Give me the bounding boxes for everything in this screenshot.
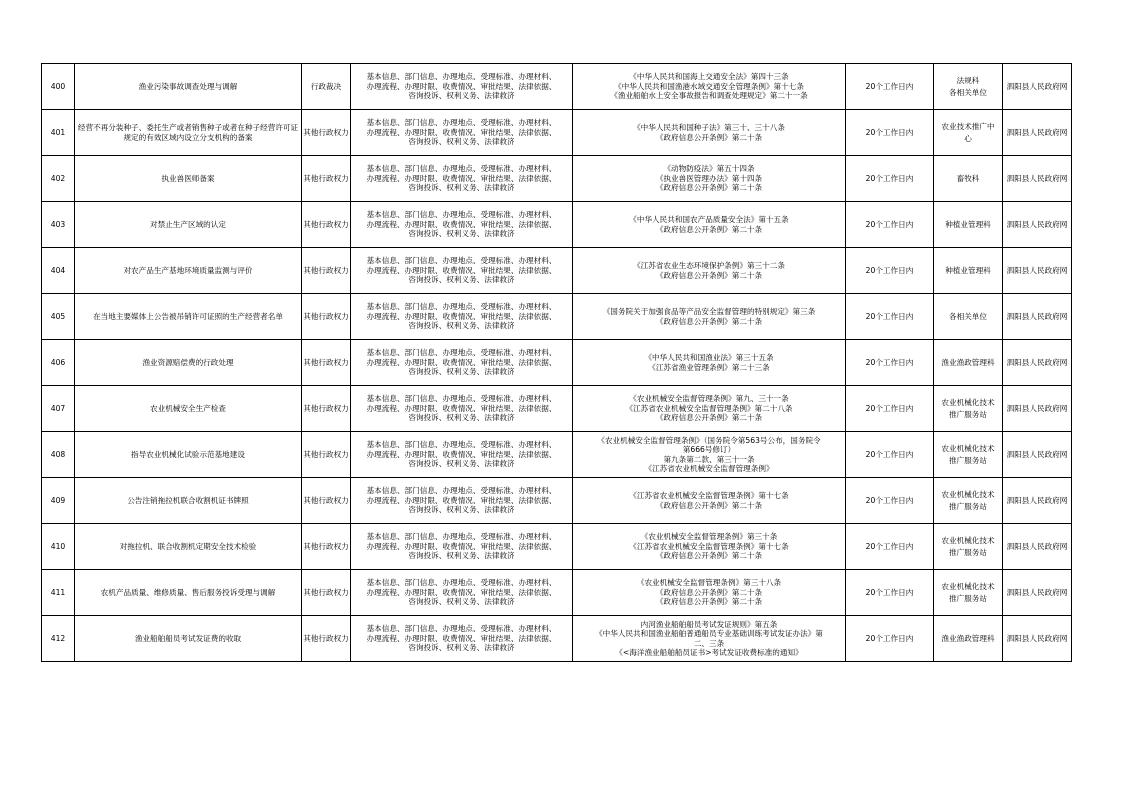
item-name-cell: 执业兽医师备案 xyxy=(75,156,302,202)
publish-channel-cell: 泗阳县人民政府网 xyxy=(1003,478,1072,524)
power-type-cell: 其他行政权力 xyxy=(302,432,351,478)
cell-line: 推广服务站 xyxy=(949,547,987,557)
table-row xyxy=(42,570,1072,616)
cell-line: 办理流程、办理时限、收费情况、审批结果、法律依据、 xyxy=(366,127,557,137)
cell-line: 《政府信息公开条例》第二十条 xyxy=(655,413,763,423)
row-number-cell: 407 xyxy=(42,386,75,432)
legal-basis-cell xyxy=(573,570,846,616)
table-row xyxy=(42,248,1072,294)
disclosure-content-cell xyxy=(351,64,573,110)
legal-basis-cell xyxy=(573,340,846,386)
publish-channel-cell: 泗阳县人民政府网 xyxy=(1003,294,1072,340)
cell-line: 《农业机械安全监督管理条例》（国务院令第563号公布，国务院令 xyxy=(597,435,821,445)
cell-line: 《<海洋渔业船舶船员证书>考试发证收费标准的通知》 xyxy=(615,647,803,657)
cell-line: 《中华人民共和国渔业法》第三十五条 xyxy=(644,353,774,363)
cell-line: 办理流程、办理时限、收费情况、审批结果、法律依据、 xyxy=(366,541,557,551)
cell-line: 基本信息、部门信息、办理地点、受理标准、办理材料、 xyxy=(366,532,557,542)
cell-line: 各相关单位 xyxy=(949,87,987,97)
responsible-dept-cell xyxy=(934,432,1003,478)
cell-line: 咨询投诉、权利义务、法律救济 xyxy=(408,597,515,607)
power-type-cell: 其他行政权力 xyxy=(302,570,351,616)
cell-line: 基本信息、部门信息、办理地点、受理标准、办理材料、 xyxy=(366,72,557,82)
publish-channel-cell: 泗阳县人民政府网 xyxy=(1003,248,1072,294)
cell-line: 推广服务站 xyxy=(949,593,987,603)
disclosure-content-cell xyxy=(351,294,573,340)
time-limit-cell: 20个工作日内 xyxy=(846,110,934,156)
responsible-dept-cell xyxy=(934,616,1003,662)
power-type-cell: 其他行政权力 xyxy=(302,156,351,202)
cell-line: 咨询投诉、权利义务、法律救济 xyxy=(408,183,515,193)
responsible-dept-cell xyxy=(934,340,1003,386)
publish-channel-cell: 泗阳县人民政府网 xyxy=(1003,386,1072,432)
cell-line: 畜牧科 xyxy=(956,173,980,183)
table-body xyxy=(42,64,1072,662)
disclosure-content-cell xyxy=(351,524,573,570)
power-type-cell: 行政裁决 xyxy=(302,64,351,110)
row-number-cell: 402 xyxy=(42,156,75,202)
row-number-cell: 410 xyxy=(42,524,75,570)
disclosure-content-cell xyxy=(351,202,573,248)
publish-channel-cell: 泗阳县人民政府网 xyxy=(1003,110,1072,156)
cell-line: 办理流程、办理时限、收费情况、审批结果、法律依据、 xyxy=(366,173,557,183)
cell-line: 农业机械化技术 xyxy=(941,581,995,591)
power-list-table xyxy=(41,63,1072,662)
responsible-dept-cell xyxy=(934,64,1003,110)
cell-line: 推广服务站 xyxy=(949,409,987,419)
disclosure-content-cell xyxy=(351,478,573,524)
publish-channel-cell: 泗阳县人民政府网 xyxy=(1003,432,1072,478)
time-limit-cell: 20个工作日内 xyxy=(846,570,934,616)
responsible-dept-cell xyxy=(934,294,1003,340)
cell-line: 办理流程、办理时限、收费情况、审批结果、法律依据、 xyxy=(366,633,557,643)
cell-line: 基本信息、部门信息、办理地点、受理标准、办理材料、 xyxy=(366,164,557,174)
responsible-dept-cell xyxy=(934,478,1003,524)
cell-line: 第666号修订） xyxy=(682,445,736,455)
cell-line: 办理流程、办理时限、收费情况、审批结果、法律依据、 xyxy=(366,495,557,505)
power-type-cell: 其他行政权力 xyxy=(302,524,351,570)
legal-basis-cell xyxy=(573,248,846,294)
responsible-dept-cell xyxy=(934,156,1003,202)
item-name-cell: 对拖拉机、联合收割机定期安全技术检验 xyxy=(75,524,302,570)
cell-line: 办理流程、办理时限、收费情况、审批结果、法律依据、 xyxy=(366,587,557,597)
cell-line: 种植业管理科 xyxy=(945,219,991,229)
item-name-cell: 渔业污染事故调查处理与调解 xyxy=(75,64,302,110)
cell-line: 心 xyxy=(964,133,972,143)
item-name-cell: 渔业船舶船员考试发证费的收取 xyxy=(75,616,302,662)
responsible-dept-cell xyxy=(934,570,1003,616)
table-row xyxy=(42,478,1072,524)
disclosure-content-cell xyxy=(351,570,573,616)
cell-line: 基本信息、部门信息、办理地点、受理标准、办理材料、 xyxy=(366,394,557,404)
item-name-cell: 指导农业机械化试验示范基地建设 xyxy=(75,432,302,478)
power-type-cell: 其他行政权力 xyxy=(302,478,351,524)
row-number-cell: 408 xyxy=(42,432,75,478)
cell-line: 《政府信息公开条例》第二十条 xyxy=(655,587,763,597)
cell-line: 《农业机械安全监督管理条例》第三十八条 xyxy=(636,578,782,588)
cell-line: 农业机械化技术 xyxy=(941,535,995,545)
responsible-dept-cell xyxy=(934,110,1003,156)
publish-channel-cell: 泗阳县人民政府网 xyxy=(1003,156,1072,202)
cell-line: 《动物防疫法》第五十四条 xyxy=(663,164,755,174)
disclosure-content-cell xyxy=(351,340,573,386)
item-name-cell: 对农产品生产基地环境质量监测与评价 xyxy=(75,248,302,294)
cell-line: 《江苏省农业机械安全监督管理条例》第十七条 xyxy=(629,491,789,501)
legal-basis-cell xyxy=(573,478,846,524)
cell-line: 农业技术推广中 xyxy=(941,121,995,131)
legal-basis-cell xyxy=(573,386,846,432)
cell-line: 基本信息、部门信息、办理地点、受理标准、办理材料、 xyxy=(366,486,557,496)
cell-line: 办理流程、办理时限、收费情况、审批结果、法律依据、 xyxy=(366,265,557,275)
legal-basis-cell xyxy=(573,524,846,570)
cell-line: 渔业渔政管理科 xyxy=(941,633,995,643)
cell-line: 办理流程、办理时限、收费情况、审批结果、法律依据、 xyxy=(366,219,557,229)
power-type-cell: 其他行政权力 xyxy=(302,294,351,340)
row-number-cell: 409 xyxy=(42,478,75,524)
disclosure-content-cell xyxy=(351,432,573,478)
cell-line: 办理流程、办理时限、收费情况、审批结果、法律依据、 xyxy=(366,403,557,413)
cell-line: 《中华人民共和国海上交通安全法》第四十三条 xyxy=(629,72,789,82)
time-limit-cell: 20个工作日内 xyxy=(846,524,934,570)
cell-line: 咨询投诉、权利义务、法律救济 xyxy=(408,367,515,377)
power-type-cell: 其他行政权力 xyxy=(302,386,351,432)
cell-line: 《政府信息公开条例》第二十条 xyxy=(655,224,763,234)
publish-channel-cell: 泗阳县人民政府网 xyxy=(1003,202,1072,248)
item-name-cell: 公告注销拖拉机联合收割机证书牌照 xyxy=(75,478,302,524)
power-type-cell: 其他行政权力 xyxy=(302,202,351,248)
disclosure-content-cell xyxy=(351,248,573,294)
cell-line: 《农业机械安全监督管理条例》第九、三十一条 xyxy=(629,394,789,404)
disclosure-content-cell xyxy=(351,156,573,202)
cell-line: 《渔业船舶水上安全事故报告和调查处理规定》第二十一条 xyxy=(610,91,808,101)
time-limit-cell: 20个工作日内 xyxy=(846,386,934,432)
row-number-cell: 400 xyxy=(42,64,75,110)
cell-line: 各相关单位 xyxy=(949,311,987,321)
table-row xyxy=(42,156,1072,202)
cell-line: 咨询投诉、权利义务、法律救济 xyxy=(408,275,515,285)
cell-line: 基本信息、部门信息、办理地点、受理标准、办理材料、 xyxy=(366,624,557,634)
row-number-cell: 412 xyxy=(42,616,75,662)
table-row xyxy=(42,202,1072,248)
time-limit-cell: 20个工作日内 xyxy=(846,616,934,662)
row-number-cell: 403 xyxy=(42,202,75,248)
time-limit-cell: 20个工作日内 xyxy=(846,64,934,110)
time-limit-cell: 20个工作日内 xyxy=(846,156,934,202)
cell-line: 咨询投诉、权利义务、法律救济 xyxy=(408,643,515,653)
cell-line: 基本信息、部门信息、办理地点、受理标准、办理材料、 xyxy=(366,118,557,128)
cell-line: 《中华人民共和国种子法》第三十、三十八条 xyxy=(633,123,785,133)
cell-line: 基本信息、部门信息、办理地点、受理标准、办理材料、 xyxy=(366,302,557,312)
cell-line: 《江苏省渔业管理条例》第二十三条 xyxy=(648,362,770,372)
item-name-cell: 经营不再分装种子、委托生产或者销售种子或者在种子经营许可证规定的有效区域内设立分支机构的备案 xyxy=(75,110,302,156)
cell-line: 咨询投诉、权利义务、法律救济 xyxy=(408,505,515,515)
time-limit-cell: 20个工作日内 xyxy=(846,478,934,524)
row-number-cell: 411 xyxy=(42,570,75,616)
cell-line: 基本信息、部门信息、办理地点、受理标准、办理材料、 xyxy=(366,440,557,450)
responsible-dept-cell xyxy=(934,386,1003,432)
cell-line: 《政府信息公开条例》第二十条 xyxy=(655,551,763,561)
cell-line: 农业机械化技术 xyxy=(941,397,995,407)
cell-line: 《政府信息公开条例》第二十条 xyxy=(655,132,763,142)
table-row xyxy=(42,64,1072,110)
cell-line: 《农业机械安全监督管理条例》第三十条 xyxy=(640,532,778,542)
disclosure-content-cell xyxy=(351,386,573,432)
cell-line: 基本信息、部门信息、办理地点、受理标准、办理材料、 xyxy=(366,578,557,588)
row-number-cell: 401 xyxy=(42,110,75,156)
cell-line: 《江苏省农业机械安全监督管理条例》 xyxy=(644,463,774,473)
item-name-cell: 渔业资源赔偿费的行政处理 xyxy=(75,340,302,386)
cell-line: 咨询投诉、权利义务、法律救济 xyxy=(408,551,515,561)
cell-line: 办理流程、办理时限、收费情况、审批结果、法律依据、 xyxy=(366,311,557,321)
cell-line: 农业机械化技术 xyxy=(941,489,995,499)
legal-basis-cell xyxy=(573,156,846,202)
publish-channel-cell: 泗阳县人民政府网 xyxy=(1003,616,1072,662)
power-type-cell: 其他行政权力 xyxy=(302,248,351,294)
cell-line: 《政府信息公开条例》第二十条 xyxy=(655,270,763,280)
row-number-cell: 406 xyxy=(42,340,75,386)
cell-line: 种植业管理科 xyxy=(945,265,991,275)
time-limit-cell: 20个工作日内 xyxy=(846,248,934,294)
cell-line: 咨询投诉、权利义务、法律救济 xyxy=(408,229,515,239)
time-limit-cell: 20个工作日内 xyxy=(846,340,934,386)
table-row xyxy=(42,294,1072,340)
cell-line: 《政府信息公开条例》第二十条 xyxy=(655,183,763,193)
item-name-cell: 农机产品质量、维修质量、售后服务投诉受理与调解 xyxy=(75,570,302,616)
cell-line: 基本信息、部门信息、办理地点、受理标准、办理材料、 xyxy=(366,210,557,220)
legal-basis-cell xyxy=(573,616,846,662)
cell-line: 《江苏省农业生态环境保护条例》第三十二条 xyxy=(633,261,785,271)
cell-line: 《政府信息公开条例》第二十条 xyxy=(655,597,763,607)
time-limit-cell: 20个工作日内 xyxy=(846,294,934,340)
item-name-cell: 农业机械安全生产检查 xyxy=(75,386,302,432)
responsible-dept-cell xyxy=(934,524,1003,570)
disclosure-content-cell xyxy=(351,110,573,156)
cell-line: 《政府信息公开条例》第二十条 xyxy=(655,500,763,510)
power-type-cell: 其他行政权力 xyxy=(302,616,351,662)
cell-line: 办理流程、办理时限、收费情况、审批结果、法律依据、 xyxy=(366,357,557,367)
cell-line: 办理流程、办理时限、收费情况、审批结果、法律依据、 xyxy=(366,81,557,91)
cell-line: 咨询投诉、权利义务、法律救济 xyxy=(408,459,515,469)
disclosure-content-cell xyxy=(351,616,573,662)
cell-line: 《政府信息公开条例》第二十条 xyxy=(655,316,763,326)
table-row xyxy=(42,110,1072,156)
item-name-cell: 对禁止生产区域的认定 xyxy=(75,202,302,248)
time-limit-cell: 20个工作日内 xyxy=(846,202,934,248)
legal-basis-cell xyxy=(573,432,846,478)
item-name-cell: 在当地主要媒体上公告被吊销许可证照的生产经营者名单 xyxy=(75,294,302,340)
row-number-cell: 404 xyxy=(42,248,75,294)
responsible-dept-cell xyxy=(934,202,1003,248)
cell-line: 内河渔业船舶船员考试发证规则》第五条 xyxy=(640,619,778,629)
cell-line: 咨询投诉、权利义务、法律救济 xyxy=(408,91,515,101)
cell-line: 第九条第二款、第三十一条 xyxy=(663,454,755,464)
responsible-dept-cell xyxy=(934,248,1003,294)
power-type-cell: 其他行政权力 xyxy=(302,110,351,156)
cell-line: 办理流程、办理时限、收费情况、审批结果、法律依据、 xyxy=(366,449,557,459)
cell-line: 咨询投诉、权利义务、法律救济 xyxy=(408,321,515,331)
table-row xyxy=(42,386,1072,432)
cell-line: 《中华人民共和国农产品质量安全法》第十五条 xyxy=(629,215,789,225)
cell-line: 推广服务站 xyxy=(949,455,987,465)
cell-line: 推广服务站 xyxy=(949,501,987,511)
legal-basis-cell xyxy=(573,64,846,110)
cell-line: 《中华人民共和国渔港水域交通安全管理条例》第十七条 xyxy=(614,81,804,91)
table-row xyxy=(42,616,1072,662)
cell-line: 基本信息、部门信息、办理地点、受理标准、办理材料、 xyxy=(366,348,557,358)
legal-basis-cell xyxy=(573,202,846,248)
publish-channel-cell: 泗阳县人民政府网 xyxy=(1003,340,1072,386)
publish-channel-cell: 泗阳县人民政府网 xyxy=(1003,570,1072,616)
cell-line: 农业机械化技术 xyxy=(941,443,995,453)
publish-channel-cell: 泗阳县人民政府网 xyxy=(1003,524,1072,570)
cell-line: 二、三条 xyxy=(693,638,725,648)
cell-line: 《江苏省农业机械安全监督管理条例》第十七条 xyxy=(629,541,789,551)
time-limit-cell: 20个工作日内 xyxy=(846,432,934,478)
row-number-cell: 405 xyxy=(42,294,75,340)
cell-line: 《国务院关于加强食品等产品安全监督管理的特别规定》第三条 xyxy=(602,307,816,317)
cell-line: 《中华人民共和国渔业船舶普通船员专业基础训练考试发证办法》第 xyxy=(595,629,823,639)
table-row xyxy=(42,340,1072,386)
table-row xyxy=(42,432,1072,478)
cell-line: 《江苏省农业机械安全监督管理条例》第二十八条 xyxy=(625,403,793,413)
cell-line: 基本信息、部门信息、办理地点、受理标准、办理材料、 xyxy=(366,256,557,266)
cell-line: 咨询投诉、权利义务、法律救济 xyxy=(408,137,515,147)
power-type-cell: 其他行政权力 xyxy=(302,340,351,386)
cell-line: 渔业渔政管理科 xyxy=(941,357,995,367)
cell-line: 法规科 xyxy=(956,75,980,85)
cell-line: 咨询投诉、权利义务、法律救济 xyxy=(408,413,515,423)
publish-channel-cell: 泗阳县人民政府网 xyxy=(1003,64,1072,110)
legal-basis-cell xyxy=(573,110,846,156)
legal-basis-cell xyxy=(573,294,846,340)
cell-line: 《执业兽医管理办法》第十四条 xyxy=(655,173,763,183)
table-row xyxy=(42,524,1072,570)
